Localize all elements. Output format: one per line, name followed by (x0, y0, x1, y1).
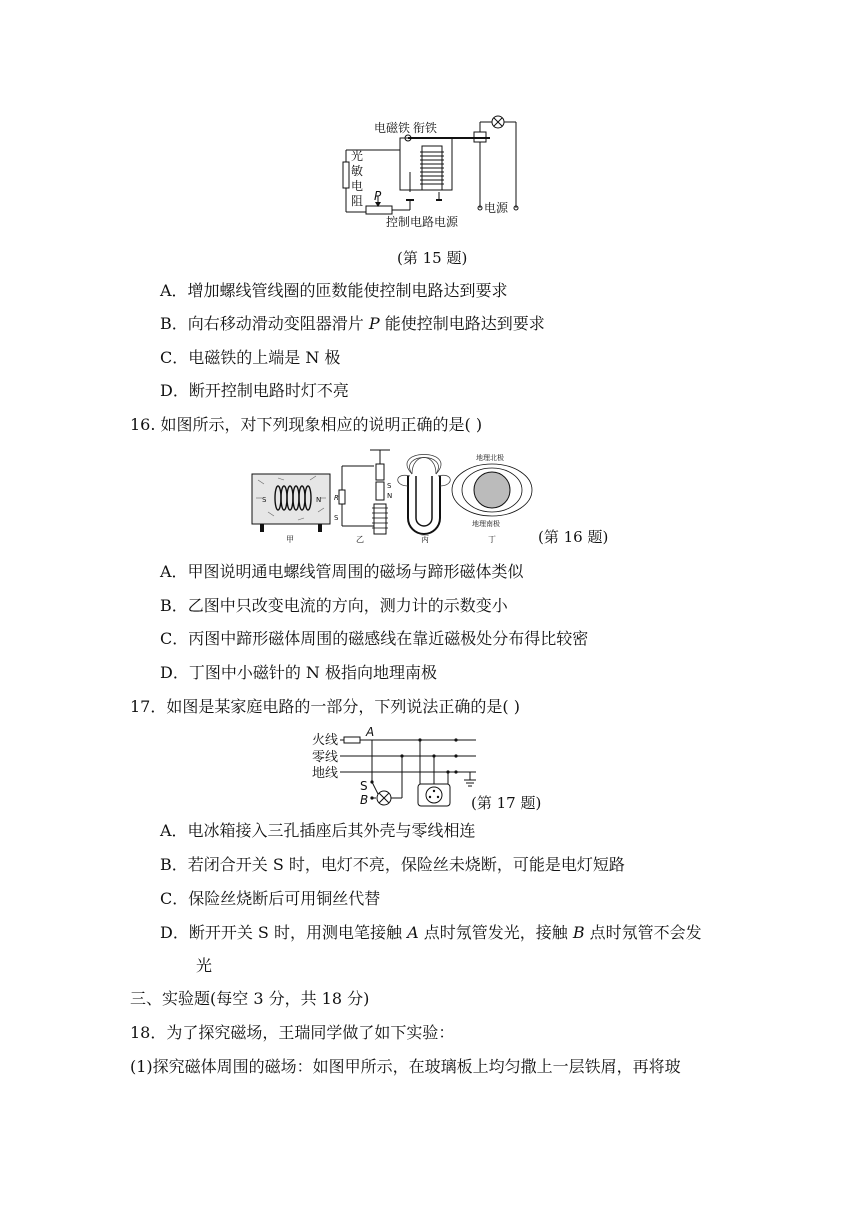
fig15-label-photo-4: 阻 (351, 194, 364, 208)
q16-option-c: C．丙图中蹄形磁体周围的磁感线在靠近磁极处分布得比较密 (160, 629, 589, 648)
q18-stem: 18．为了探究磁场，王瑞同学做了如下实验： (130, 1023, 455, 1042)
fig17-label-s: S (360, 779, 368, 793)
fig17-caption: (第 17 题) (471, 794, 542, 812)
fig16-caption: (第 16 题) (538, 528, 609, 546)
q16-option-d: D．丁图中小磁针的 N 极指向地理南极 (160, 663, 438, 682)
fig17-label-a: A (366, 726, 375, 739)
figure-17-household-circuit (308, 726, 488, 808)
q17-option-a: A．电冰箱接入三孔插座后其外壳与零线相连 (160, 821, 476, 840)
fig15-label-p: P (374, 189, 382, 203)
q17-option-d-pre: D．断开开关 S 时，用测电笔接触 (160, 923, 408, 942)
q15-option-b-var: P (368, 314, 380, 333)
q17-option-d-var-b: B (572, 923, 585, 942)
fig16-yi-switch: S (334, 514, 339, 522)
fig16-yi-s: S (387, 482, 392, 490)
fig17-label-b: B (360, 793, 369, 807)
fig15-label-photo-3: 电 (351, 179, 364, 193)
q17-option-d (160, 922, 702, 944)
fig15-label-source: 电源 (484, 201, 509, 215)
q17-stem: 17．如图是某家庭电路的一部分，下列说法正确的是( ) (130, 697, 520, 716)
figure-15-relay-circuit (340, 112, 525, 232)
fig16-jia-n: N (316, 496, 322, 504)
fig16-label-yi: 乙 (356, 535, 364, 544)
fig17-label-ground: 地线 (312, 766, 339, 781)
fig16-label-jia: 甲 (286, 535, 294, 544)
q18-part-1: (1)探究磁体周围的磁场：如图甲所示，在玻璃板上均匀撒上一层铁屑，再将玻 (130, 1057, 681, 1076)
fig15-caption: (第 15 题) (397, 249, 468, 267)
q17-option-d-post: 点时氖管不会发 (584, 923, 702, 942)
fig16-label-bing: 丙 (421, 535, 429, 544)
q17-option-d-mid: 点时氖管发光，接触 (418, 923, 573, 942)
fig16-jia-s: S (262, 496, 267, 504)
fig15-label-electromagnet: 电磁铁 (374, 121, 411, 135)
fig16-yi-n: N (387, 492, 393, 500)
q15-option-b-post: 能使控制电路达到要求 (379, 314, 545, 333)
q16-stem: 16. 如图所示，对下列现象相应的说明正确的是( ) (130, 415, 483, 434)
fig15-label-photo-2: 敏 (351, 164, 364, 178)
fig16-label-ding: 丁 (488, 535, 496, 544)
q16-option-b: B．乙图中只改变电流的方向，测力计的示数变小 (160, 596, 508, 615)
q17-option-d-continued: 光 (196, 956, 213, 975)
fig17-label-live: 火线 (312, 733, 339, 748)
q17-option-c: C．保险丝烧断后可用铜丝代替 (160, 889, 381, 908)
q16-option-a: A．甲图说明通电螺线管周围的磁场与蹄形磁体类似 (160, 562, 524, 581)
section-3-title: 三、实验题(每空 3 分，共 18 分) (130, 989, 370, 1008)
q17-option-d-var-a: A (407, 923, 419, 942)
q17-option-b: B．若闭合开关 S 时，电灯不亮，保险丝未烧断，可能是电灯短路 (160, 855, 625, 874)
fig15-label-armature: 衔铁 (413, 121, 438, 135)
q15-option-a: A．增加螺线管线圈的匝数能使控制电路达到要求 (160, 281, 508, 300)
q15-option-b-pre: B．向右移动滑动变阻器滑片 (160, 314, 369, 333)
fig17-label-neutral: 零线 (312, 750, 339, 765)
fig16-ding-south: 地理南极 (472, 520, 500, 528)
fig16-ding-north: 地理北极 (476, 454, 504, 462)
figure-16-magnetism (248, 446, 538, 546)
fig15-label-control-source: 控制电路电源 (386, 215, 459, 229)
q15-option-c: C．电磁铁的上端是 N 极 (160, 348, 341, 367)
q15-option-d: D．断开控制电路时灯不亮 (160, 381, 349, 400)
fig16-yi-r: R (334, 494, 339, 502)
fig15-label-photo-1: 光 (351, 149, 364, 163)
q15-option-b (160, 313, 545, 335)
